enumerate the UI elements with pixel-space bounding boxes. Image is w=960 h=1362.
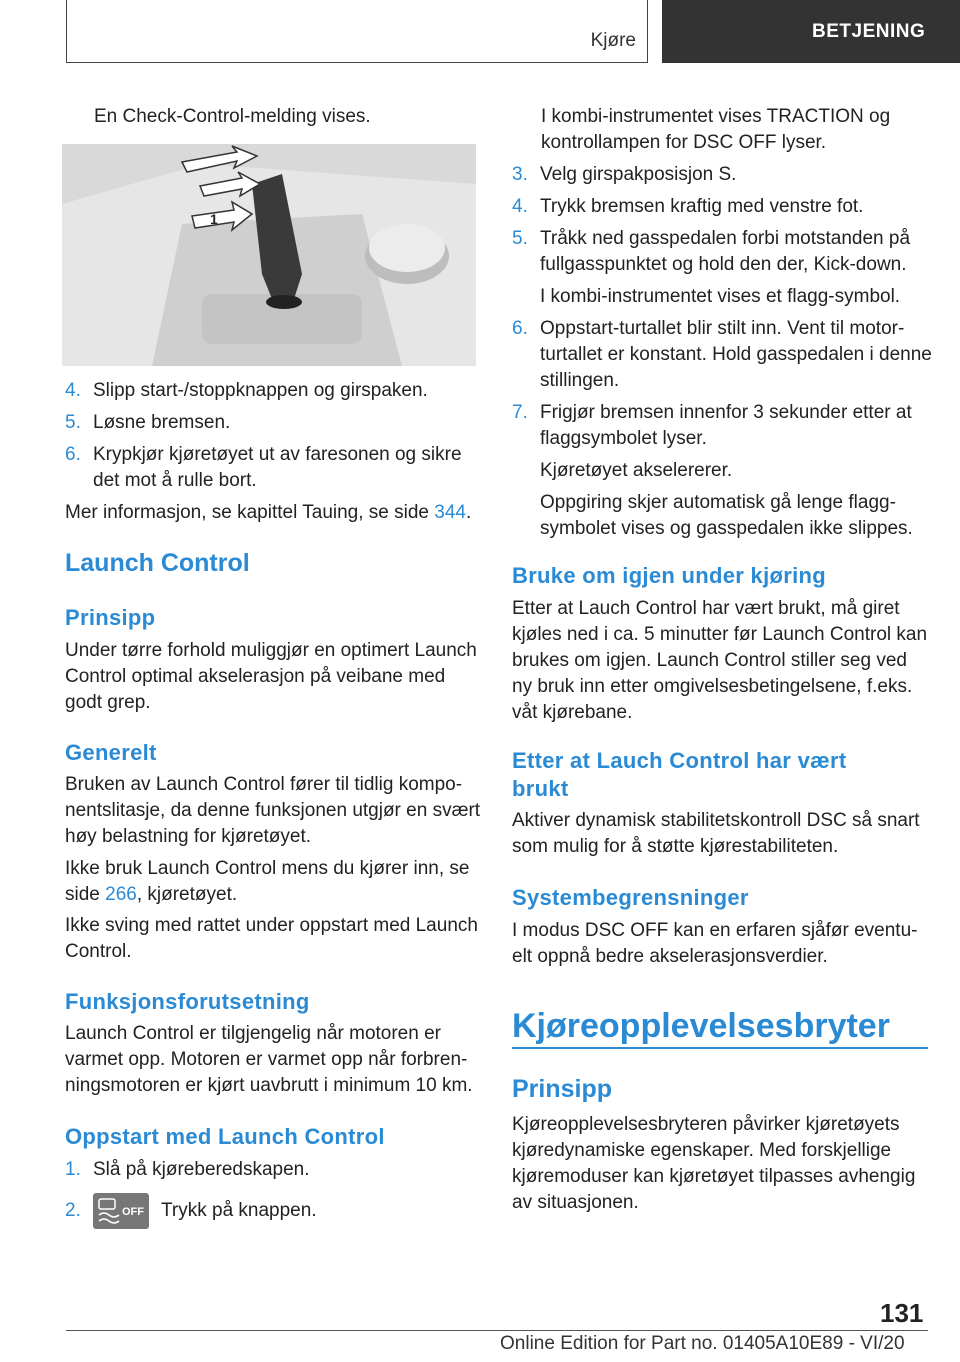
footer-rule — [66, 1330, 928, 1331]
list-item — [65, 410, 485, 436]
list-item — [65, 1157, 485, 1183]
prinsipp-heading: Prinsipp — [65, 605, 156, 630]
step-text: Frigjør bremsen innenfor 3 sekunder etter at flaggsymbolet lyser. — [540, 402, 912, 449]
step-number: 7. — [512, 402, 528, 423]
header-frame — [66, 0, 648, 63]
step-number: 5. — [512, 228, 528, 249]
footer-edition: Online Edition for Part no. 01405A10E89 - VI/20 — [500, 1333, 905, 1354]
list-item — [65, 378, 485, 404]
step-text: Trykk på knappen. — [161, 1200, 317, 1221]
reuse-text: Etter at Lauch Control har vært brukt, må giret kjøles ned i ca. 5 minutter før Launch Control kan brukes om igjen. Launch Control stiller seg ved ny bruk inn etter omgivelsesbetingelsene, f.eks. våt kjørebane. — [512, 598, 928, 723]
more-info-end: . — [465, 502, 472, 523]
step-text: Velg girspakposisjon S. — [540, 164, 737, 185]
step-number: 5. — [65, 412, 81, 433]
left-steps-a — [65, 378, 485, 526]
switch-text: Kjøreopplevelsesbryteren påvirker kjøretøyets kjøredynamiske egenskaper. Med forskjellige kjøremoduser kan kjøretøyet tilpasses avhengig av situasjonen. — [512, 1114, 916, 1213]
after-use-heading: Etter at Lauch Control har vært brukt — [512, 748, 847, 801]
page-link-266[interactable]: 266 — [105, 884, 137, 905]
step-text: Slå på kjøreberedskapen. — [93, 1159, 310, 1180]
reuse-heading: Bruke om igjen under kjøring — [512, 563, 826, 588]
switch-prinsipp-heading: Prinsipp — [512, 1075, 613, 1103]
page-link-344[interactable]: 344 — [434, 502, 466, 523]
more-info-label: Mer informasjon, se kapittel Tauing, se side — [65, 502, 435, 523]
accel-text: Kjøretøyet akselererer. — [540, 460, 733, 481]
chapter-label: BETJENING — [812, 20, 926, 42]
funksjonsforutsetning-heading: Funksjonsforutsetning — [65, 989, 310, 1014]
step-number: 1. — [65, 1159, 81, 1180]
innkjoring-text — [65, 856, 485, 908]
innkjoring-label: Ikke bruk Launch Control mens du kjører inn, se side — [65, 858, 470, 905]
step-text: Trykk bremsen kraftig med venstre fot. — [540, 196, 864, 217]
step-text: Løsne bremsen. — [93, 412, 231, 433]
gear-selector-figure — [62, 144, 476, 366]
funksjonsforutsetning-text: Launch Control er tilgjengelig når motoren er varmet opp. Motoren er varmet opp når forbren-ningsmotoren er kjørt uavbrutt i minimum 10 km. — [65, 1023, 473, 1096]
flag-text: I kombi-instrumentet vises et flagg-symbol. — [540, 286, 901, 307]
right-steps — [512, 162, 932, 542]
step-number: 2. — [65, 1200, 81, 1221]
dsc-off-button-icon — [93, 1193, 149, 1229]
innkjoring-end: , kjøretøyet. — [136, 884, 238, 905]
page-number: 131 — [880, 1298, 924, 1328]
svg-text:OFF: OFF — [122, 1206, 144, 1218]
step-number: 6. — [512, 318, 528, 339]
sving-text: Ikke sving med rattet under oppstart med Launch Control. — [65, 915, 478, 962]
step-text: Krypkjør kjøretøyet ut av faresonen og sikre det mot å rulle bort. — [93, 444, 462, 491]
list-item — [512, 226, 932, 278]
step-number: 3. — [512, 164, 528, 185]
step-number: 6. — [65, 444, 81, 465]
generelt-heading: Generelt — [65, 740, 157, 765]
systembegrensninger-text: I modus DSC OFF kan en erfaren sjåfør eventu-elt oppnå bedre akselerasjonsverdier. — [512, 920, 918, 967]
oppstart-steps — [65, 1157, 485, 1229]
oppstart-heading: Oppstart med Launch Control — [65, 1124, 385, 1149]
prinsipp-text: Under tørre forhold muliggjør en optimert Launch Control optimal akselerasjon på veibane med godt grep. — [65, 640, 477, 713]
header-section: Kjøre — [590, 30, 636, 51]
step-text: Oppstart-turtallet blir stilt inn. Vent til motor-turtallet er konstant. Hold gasspedalen i denne stillingen. — [540, 318, 932, 391]
intro-text: En Check-Control-melding vises. — [94, 106, 371, 127]
heading-rule — [512, 1047, 928, 1049]
header-chapter-tab — [662, 0, 960, 63]
list-item — [512, 400, 932, 452]
systembegrensninger-heading: Systembegrensninger — [512, 885, 749, 910]
kjoreopplevelsesbryter-heading: Kjøreopplevelsesbryter — [512, 1007, 890, 1045]
step-number: 4. — [65, 380, 81, 401]
list-item — [512, 162, 932, 188]
step-text: Tråkk ned gasspedalen forbi motstanden på fullgasspunktet og hold den der, Kick-down. — [540, 228, 911, 275]
list-item — [512, 316, 932, 394]
step-text: Slipp start-/stoppknappen og girspaken. — [93, 380, 428, 401]
launch-control-heading: Launch Control — [65, 549, 250, 577]
after-use-text: Aktiver dynamisk stabilitetskontroll DSC så snart som mulig for å støtte kjørestabiliteten. — [512, 810, 920, 857]
list-item — [512, 194, 932, 220]
upshift-text: Oppgiring skjer automatisk gå lenge flagg-symbolet vises og gasspedalen ikke slippes. — [540, 492, 913, 539]
traction-text: I kombi-instrumentet vises TRACTION og kontrollampen for DSC OFF lyser. — [541, 106, 891, 153]
more-info-text — [65, 500, 485, 526]
callout-number: 1 — [210, 211, 218, 227]
generelt-text: Bruken av Launch Control fører til tidlig kompo-nentslitasje, da denne funksjonen utgjør en svært høy belastning for kjøretøyet. — [65, 774, 481, 847]
list-item — [65, 442, 485, 494]
step-number: 4. — [512, 196, 528, 217]
list-item — [65, 1193, 485, 1229]
